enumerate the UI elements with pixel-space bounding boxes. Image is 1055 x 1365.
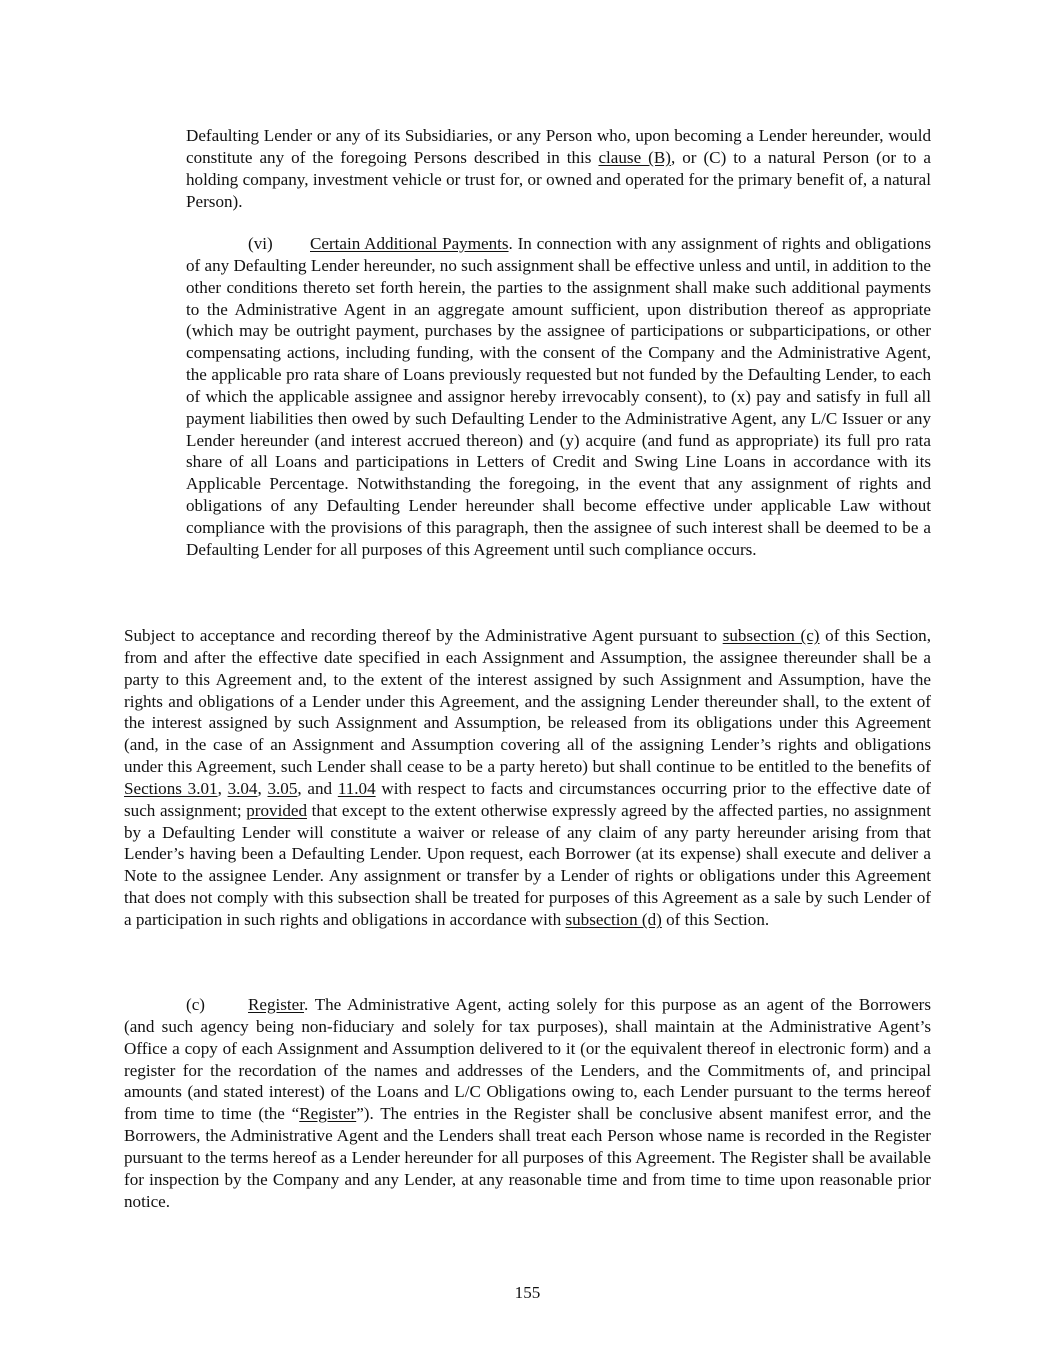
provided-term: provided: [246, 800, 308, 820]
subsection-c-reference: subsection (c): [722, 626, 820, 645]
section-number-c: (c): [186, 995, 205, 1014]
paragraph-c-register: (c) Register. The Administrative Agent, acting solely for this purpose as an agent of the Borrowers (and such agency being non-fiduciary and solely for tax purposes), shall maintain at the Administrative Agent’s Office a copy of each Assignment and Assumption delivered to it (or the equivalent thereof in electronic form) and a register for the recordation of the names and addresses of the Lenders, and the Commitments of, and principal amounts (and stated interest) of the Loans and L/C Obligations owing to, each Lender pursuant to the terms hereof from time to time (the “Register”). The entries in the Register shall be conclusive absent manifest error, and the Borrowers, the Administrative Agent and the Lenders shall treat each Person whose name is recorded in the Register pursuant to the terms hereof as a Lender hereunder for all purposes of this Agreement. The Register shall be available for inspection by the Company and any Lender, at any reasonable time and from time to time upon reasonable prior notice.: [124, 995, 931, 1211]
paragraph-clause-b-continuation: Defaulting Lender or any of its Subsidiaries, or any Person who, upon becoming a Lender hereunder, would constitute any of the foregoing Persons described in this clause (B), or (C) to a natural Person (or to a holding company, investment vehicle or trust for, or owned and operated for the primary benefit of, a natural Person).: [186, 126, 932, 211]
sections-3-01-reference: Sections 3.01: [124, 778, 218, 798]
section-heading-certain-additional-payments: Certain Additional Payments: [310, 234, 509, 253]
section-3-05-reference: 3.05: [267, 778, 298, 798]
clause-b-reference: clause (B): [598, 147, 671, 167]
subsection-d-reference: subsection (d): [565, 909, 662, 929]
register-defined-term: Register: [299, 1104, 357, 1124]
paragraph-vi-certain-additional-payments: (vi) Certain Additional Payments. In connection with any assignment of rights and obligations of any Defaulting Lender hereunder, no such assignment shall be effective unless and until, in addition to the other conditions thereto set forth herein, the parties to the assignment shall make such additional payments to the Administrative Agent in an aggregate amount sufficient, upon distribution thereof as appropriate (which may be outright payment, purchases by the assignee of participations or subparticipations, or other compensating actions, including funding, with the consent of the Company and the Administrative Agent, the applicable pro rata share of Loans previously requested but not funded by the Defaulting Lender, to each of which the applicable assignee and assignor hereby irrevocably consent), to (x) pay and satisfy in full all payment liabilities then owed by such Defaulting Lender to the Administrative Agent, any L/C Issuer or any Lender hereunder (and interest accrued thereon) and (y) acquire (and fund as appropriate) its full pro rata share of all Loans and participations in Letters of Credit and Swing Line Loans in accordance with its Applicable Percentage. Notwithstanding the foregoing, in the event that any assignment of rights and obligations of any Defaulting Lender hereunder shall become effective under applicable Law without compliance with the provisions of this paragraph, then the assignee of such interest shall be deemed to be a Defaulting Lender for all purposes of this Agreement until such compliance occurs.: [186, 234, 931, 559]
section-11-04-reference: 11.04: [337, 778, 376, 798]
page-number: 155: [514, 1283, 541, 1302]
paragraph-assignment-effect: Subject to acceptance and recording thereof by the Administrative Agent pursuant to subsection (c) of this Section, from and after the effective date specified in each Assignment and Assumption, the assignee thereunder shall be a party to this Agreement and, to the extent of the interest assigned by such Assignment and Assumption, have the rights and obligations of a Lender under this Agreement, and the assigning Lender thereunder shall, to the extent of the interest assigned by such Assignment and Assumption, be released from its obligations under this Agreement (and, in the case of an Assignment and Assumption covering all of the assigning Lender’s rights and obligations under this Agreement, such Lender shall cease to be a party hereto) but shall continue to be entitled to the benefits of Sections 3.01, 3.04, 3.05, and 11.04 with respect to facts and circumstances occurring prior to the effective date of such assignment; provided that except to the extent otherwise expressly agreed by the affected parties, no assignment by a Defaulting Lender will constitute a waiver or release of any claim of any party hereunder arising from that Lender’s having been a Defaulting Lender. Upon request, each Borrower (at its expense) shall execute and deliver a Note to the assignee Lender. Any assignment or transfer by a Lender of rights or obligations under this Agreement that does not comply with this subsection shall be treated for purposes of this Agreement as a sale by such Lender of a participation in such rights and obligations in accordance with subsection (d) of this Section.: [124, 626, 931, 929]
section-heading-register: Register: [248, 995, 305, 1014]
section-3-04-reference: 3.04: [227, 778, 258, 798]
section-number-vi: (vi): [248, 234, 273, 253]
